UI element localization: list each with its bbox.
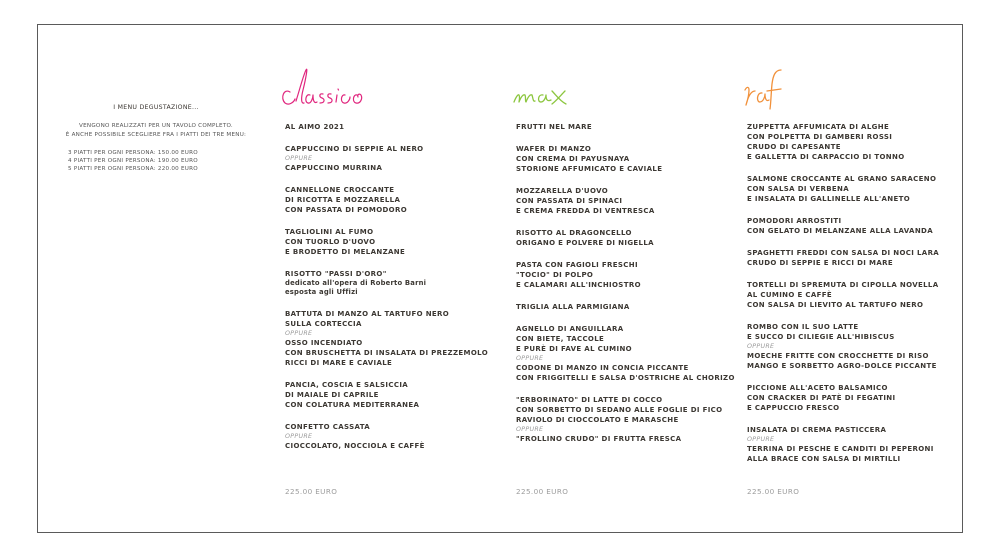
dish-line: CON GELATO DI MELANZANE ALLA LAVANDA [747,227,933,235]
dish-line: CIOCCOLATO, NOCCIOLA E CAFFÈ [285,441,425,450]
dish-line: SPAGHETTI FREDDI CON SALSA DI NOCI LARA [747,249,940,257]
dish-group [747,122,947,162]
dish-line: CON CRACKER DI PATÈ DI FEGATINI [747,394,896,402]
dish-line: POMODORI ARROSTITI [747,217,842,225]
dish-line: "TOCIO" DI POLPO [516,271,594,279]
intro-title: I MENU DEGUSTAZIONE... [113,104,199,111]
oppure-label: OPPURE [516,426,544,433]
dish-group [285,380,485,410]
intro-note-line: VENGONO REALIZZATI PER UN TAVOLO COMPLETO. [79,123,233,129]
dish-group [516,122,716,132]
dish-line: CAPPUCCINO MURRINA [285,164,383,172]
dish-line: FRUTTI NEL MARE [516,123,592,131]
oppure-label: OPPURE [285,432,313,440]
dish-line: ORIGANO E POLVERE DI NIGELLA [516,239,654,247]
dish-line: TAGLIOLINI AL FUMO [285,228,374,236]
dish-line: CRUDO DI CAPESANTE [747,143,841,151]
dish-line: RISOTTO AL DRAGONCELLO [516,229,632,237]
dish-line: TRIGLIA ALLA PARMIGIANA [516,303,630,311]
dish-line: E CAPPUCCIO FRESCO [747,404,840,412]
dish-line: PANCIA, COSCIA E SALSICCIA [285,380,409,389]
menu-column-classico [285,56,488,463]
dish-line: CON SALSA DI VERBENA [747,185,850,193]
max-script-logo [510,64,630,114]
dish-line: MANGO E SORBETTO AGRO-DOLCE PICCANTE [747,362,937,370]
intro-block [52,104,260,173]
raf-logo [747,56,947,122]
dish-line: CONFETTO CASSATA [285,422,371,431]
dish-line: CON COLATURA MEDITERRANEA [285,400,420,409]
intro-price-item: 4 PIATTI PER OGNI PERSONA: 190.00 EURO [68,158,198,164]
dish-note: esposta agli Uffizi [285,287,358,296]
dish-line: CON TUORLO D'UOVO [285,238,376,246]
menu-body [285,122,488,451]
dish-line: CON FRIGGITELLI E SALSA D'OSTRICHE AL CHORIZO [516,374,735,382]
oppure-label: OPPURE [516,355,544,362]
dish-group [516,260,716,290]
dish-group [747,383,947,413]
dish-group [747,425,947,464]
dish-line: CODONE DI MANZO IN CONCIA PICCANTE [516,364,689,372]
dish-line: AL CUMINO E CAFFÈ [747,291,833,299]
dish-line: MOZZARELLA D'UOVO [516,187,609,195]
intro-note [52,122,260,140]
dish-note: dedicato all'opera di Roberto Barni [285,279,427,287]
dish-group [747,248,947,268]
menu-body [747,122,947,464]
dish-group [285,185,485,215]
dish-line: TERRINA DI PESCHE E CANDITI DI PEPERONI [747,445,934,453]
dish-line: E INSALATA DI GALLINELLE ALL'ANETO [747,195,911,203]
dish-group [747,322,947,371]
oppure-label: OPPURE [285,329,313,337]
raf-script-logo [741,64,861,114]
dish-line: AL AIMO 2021 [285,123,345,131]
dish-group [516,144,716,174]
dish-group [747,280,947,310]
dish-line: E GALLETTA DI CARPACCIO DI TONNO [747,153,905,161]
oppure-label: OPPURE [747,343,775,350]
dish-line: "ERBORINATO" DI LATTE DI COCCO [516,396,663,404]
dish-line: SALMONE CROCCANTE AL GRANO SARACENO [747,175,937,183]
dish-group [285,269,485,297]
dish-group [285,227,485,257]
dish-line: INSALATA DI CREMA PASTICCERA [747,426,887,434]
dish-line: MOECHE FRITTE CON CROCCHETTE DI RISO [747,352,929,360]
dish-line: DI RICOTTA E MOZZARELLA [285,196,401,204]
menu-price-max: 225.00 EURO [516,487,569,496]
dish-line: ALLA BRACE CON SALSA DI MIRTILLI [747,455,901,463]
classico-script-logo [279,64,399,114]
dish-line: E CREMA FREDDA DI VENTRESCA [516,207,655,215]
dish-line: CON BRUSCHETTA DI INSALATA DI PREZZEMOLO [285,348,488,357]
dish-line: E BRODETTO DI MELANZANE [285,248,406,256]
intro-price-list [68,149,260,173]
dish-group [516,395,723,444]
dish-line: "FROLLINO CRUDO" DI FRUTTA FRESCA [516,435,682,443]
menu-body [516,122,735,444]
dish-line: CRUDO DI SEPPIE E RICCI DI MARE [747,259,893,267]
dish-line: STORIONE AFFUMICATO E CAVIALE [516,165,663,173]
dish-line: E SUCCO DI CILIEGIE ALL'HIBISCUS [747,333,895,341]
oppure-label: OPPURE [747,436,775,443]
dish-line: RAVIOLO DI CIOCCOLATO E MARASCHE [516,416,679,424]
dish-line: CON SALSA DI LIEVITO AL TARTUFO NERO [747,301,924,309]
dish-group [285,144,485,173]
dish-line: E CALAMARI ALL'INCHIOSTRO [516,281,641,289]
dish-group [285,122,485,132]
dish-line: CANNELLONE CROCCANTE [285,186,395,194]
dish-line: CON POLPETTA DI GAMBERI ROSSI [747,133,893,141]
dish-group [747,216,947,236]
menu-column-max [516,56,735,456]
menu-column-raf [747,56,947,476]
dish-line: CON PASSATA DI POMODORO [285,206,408,214]
oppure-label: OPPURE [285,155,313,162]
intro-price-item: 5 PIATTI PER OGNI PERSONA: 220.00 EURO [68,166,198,172]
dish-group [516,302,716,312]
dish-line: DI MAIALE DI CAPRILE [285,390,379,399]
dish-line: E PURÈ DI FAVE AL CUMINO [516,345,632,353]
dish-group [516,186,716,216]
dish-line: RICCI DI MARE E CAVIALE [285,358,393,367]
dish-line: ROMBO CON IL SUO LATTE [747,323,859,331]
dish-group [285,309,488,368]
dish-line: WAFER DI MANZO [516,145,592,153]
dish-line: CON PASSATA DI SPINACI [516,197,623,205]
dish-line: ZUPPETTA AFFUMICATA DI ALGHE [747,123,890,131]
dish-line: SULLA CORTECCIA [285,319,362,328]
menu-price-classico: 225.00 EURO [285,487,338,496]
dish-group [747,174,947,204]
dish-line: RISOTTO "PASSI D'ORO" [285,270,387,278]
dish-group [516,324,735,383]
dish-line: PASTA CON FAGIOLI FRESCHI [516,261,638,269]
menu-price-raf: 225.00 EURO [747,487,800,496]
dish-group [516,228,716,248]
dish-line: BATTUTA DI MANZO AL TARTUFO NERO [285,309,450,318]
dish-line: CAPPUCCINO DI SEPPIE AL NERO [285,145,424,153]
classico-logo [285,56,485,122]
dish-line: CON CREMA DI PAYUSNAYA [516,155,630,163]
dish-line: PICCIONE ALL'ACETO BALSAMICO [747,384,888,392]
dish-line: CON BIETE, TACCOLE [516,335,605,343]
dish-line: AGNELLO DI ANGUILLARA [516,325,624,333]
intro-price-item: 3 PIATTI PER OGNI PERSONA: 150.00 EURO [68,150,198,156]
dish-group [285,422,485,451]
intro-note-line: È ANCHE POSSIBILE SCEGLIERE FRA I PIATTI DEI TRE MENU: [65,132,247,138]
dish-line: OSSO INCENDIATO [285,338,363,347]
max-logo [516,56,716,122]
dish-line: TORTELLI DI SPREMUTA DI CIPOLLA NOVELLA [747,281,939,289]
dish-line: CON SORBETTO DI SEDANO ALLE FOGLIE DI FICO [516,406,723,414]
